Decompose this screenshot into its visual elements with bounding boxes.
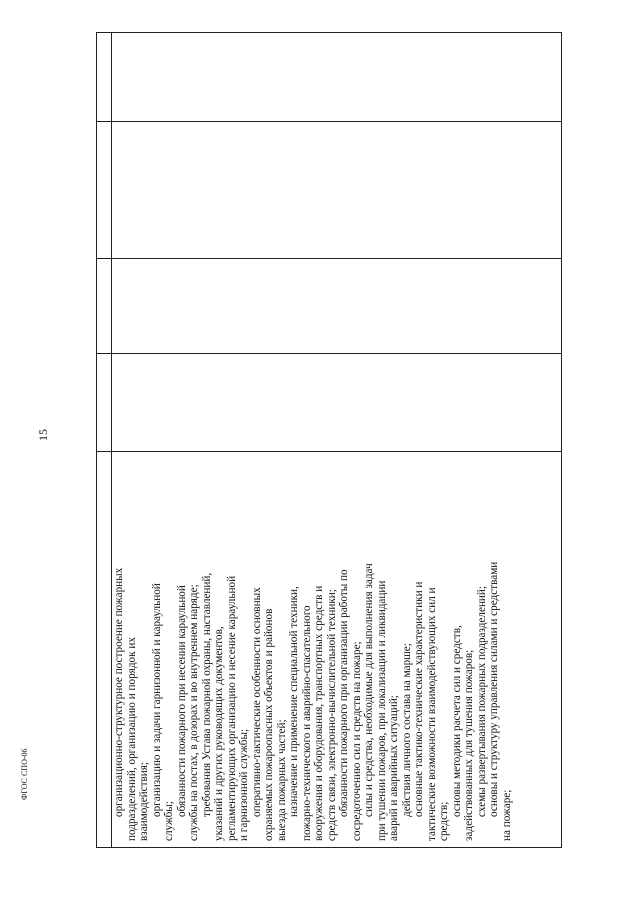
content-line: обязанности пожарного при несении караульной xyxy=(175,585,188,817)
content-line: основные тактико-технические характеристики и xyxy=(413,581,425,817)
content-line: взаимодействия; xyxy=(138,761,150,841)
content-line: подразделений, организацию и порядок их xyxy=(125,637,138,841)
content-line: назначение и применение специальной техники, xyxy=(288,586,300,817)
content-line: указаний и других руководящих документов, xyxy=(213,626,225,841)
content-line: средств связи, электронно-вычислительной техники; xyxy=(325,589,338,841)
content-line: охраняемых пожароопасных объектов и районов xyxy=(263,608,275,841)
content-text xyxy=(111,451,563,847)
row-divider-3 xyxy=(97,353,561,354)
content-line: вооружения и оборудования, транспортных средств и xyxy=(313,585,325,841)
content-line: средств; xyxy=(438,801,450,841)
page-number: 15 xyxy=(36,429,50,441)
document-code: ФГОС СПО-06 xyxy=(20,748,29,800)
content-line: требования Устава пожарной охраны, наставлений, xyxy=(200,572,213,817)
content-line: действия личного состава на марше; xyxy=(400,643,413,817)
content-line: пожарно-технического и аварийно-спасательного xyxy=(300,605,313,841)
content-line: силы и средства, необходимые для выполнения задач xyxy=(363,563,375,817)
content-cell xyxy=(111,451,563,847)
row-divider-1 xyxy=(97,121,561,122)
content-line: задействованных для тушения пожаров; xyxy=(463,649,475,841)
content-line: регламентирующих организацию и несение караульной xyxy=(225,575,238,841)
content-line: сосредоточению сил и средств на пожаре; xyxy=(350,641,363,841)
content-line: аварий и аварийных ситуаций; xyxy=(388,695,400,841)
content-line: обязанности пожарного при организации работы по xyxy=(338,569,350,817)
content-line: основы методики расчета сил и средств, xyxy=(450,625,463,817)
row-divider-2 xyxy=(97,258,561,259)
content-line: на пожаре; xyxy=(500,789,513,841)
content-line: основы и структуру управления силами и средствами xyxy=(488,561,500,817)
content-line: службы на постах, в дозорах и во внутреннем наряде; xyxy=(188,584,200,841)
content-line: организацию и задачи гарнизонной и караульной xyxy=(150,583,163,817)
content-line: оперативно-тактические особенности основных xyxy=(250,587,263,817)
content-line: при тушении пожаров, при локализации и ликвидации xyxy=(375,580,388,841)
content-line: организационно-структурное построение пожарных xyxy=(113,567,125,817)
content-line: тактические возможности взаимодействующих сил и xyxy=(425,587,438,841)
content-line: службы; xyxy=(163,801,175,841)
table xyxy=(96,32,562,848)
content-line: и гарнизонной службы; xyxy=(238,728,250,841)
content-line: выезда пожарных частей; xyxy=(275,719,288,841)
content-line: схемы развертывания пожарных подразделений; xyxy=(475,585,488,817)
